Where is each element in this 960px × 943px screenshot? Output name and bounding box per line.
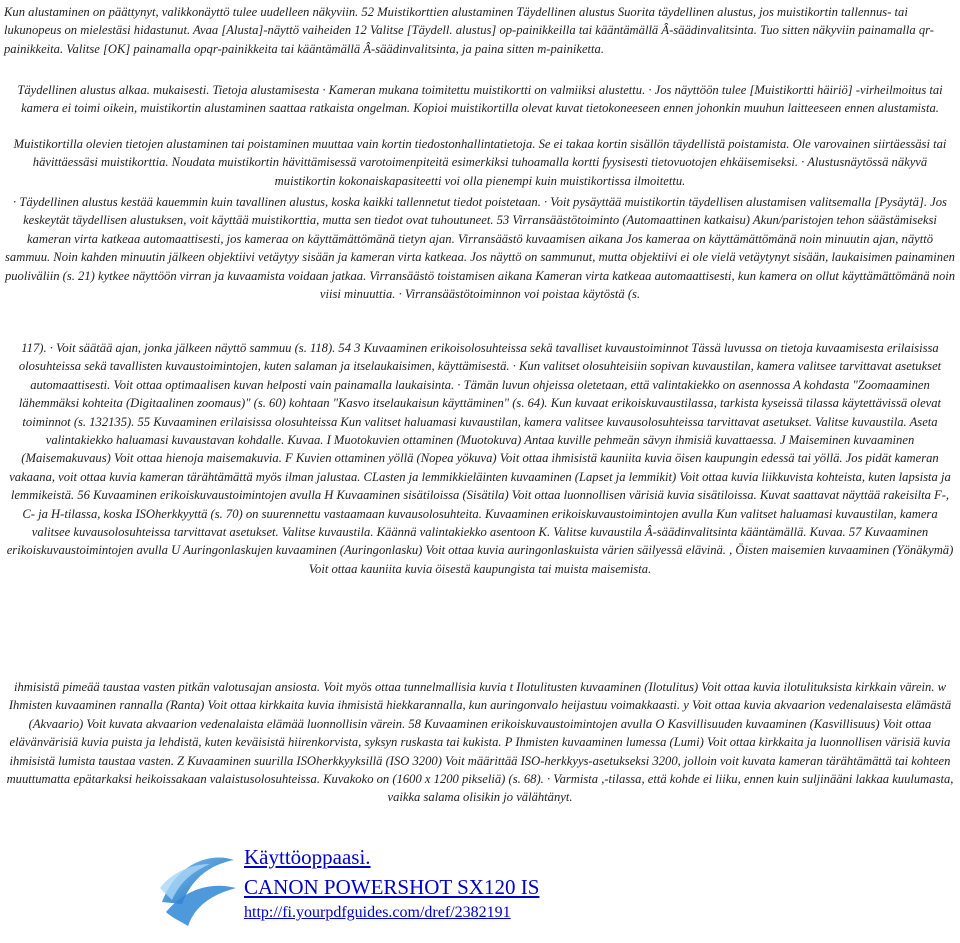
swoosh-logo-icon bbox=[152, 842, 244, 934]
paragraph-format-info: Täydellinen alustus alkaa. mukaisesti. Tietoja alustamisesta · Kameran mukana toimitettu muistikortti on valmiiksi alustettu. · Jos näyttöön tulee [Muistikortti häiriö] -virheilmoitus tai kamera ei toimi oikein, muistikortin alustaminen saattaa ratkaista ongelman. Kopioi muistikortilla olevat kuvat tietokoneeseen ennen johonkin muuhun laitteeseen ennen alustamista. bbox=[17, 83, 943, 116]
paragraph-special-scenes: ihmisistä pimeää taustaa vasten pitkän valotusajan ansiosta. Voit myös ottaa tunnelmallisia kuvia t Ilotulitusten kuvaaminen (Ilotulitus) Voit ottaa kuvia ilotulituksista kirkkain värein. w Ihmisten kuvaaminen rannalla (Ranta) Voit ottaa kirkkaita kuvia ihmisistä hiekkarannalla, kun auringonvalo heijastuu voimakkaasti. y Voit ottaa kuvia akvaarion vedenalaisesta elämästä (Akvaario) Voit kuvata akvaarion vedenalaista elämää luonnollisin värein. 58 Kuvaaminen erikoiskuvaustoimintojen avulla O Kasvillisuuden kuvaaminen (Kasvillisuus) Voit ottaa elävänvärisiä kuvia puista ja lehdistä, kuten keväisistä hiirenkorvista, syksyn ruskasta tai kukista. P Ihmisten kuvaaminen lumessa (Lumi) Voit ottaa kirkkaita ja luonnollisen värisiä kuvia ihmisistä lumista taustaa vasten. Z Kuvaaminen suurilla ISOherkkyyksillä (ISO 3200) Voit määrittää ISO-herkkyys-asetukseksi 3200, jolloin voit kuvata kameran tärähtämättä tai kohteen muuttumatta epätarkaksi heikoissakaan valaistusolosuhteissa. Kuvakoko on (1600 x 1200 pikseliä) (s. 68). · Varmista ,-tilassa, että kohde ei liiku, ennen kuin suljinääni lakkaa kuulumasta, vaikka salama olisikin jo välähtänyt. bbox=[6, 680, 954, 805]
url-link[interactable]: http://fi.yourpdfguides.com/dref/2382191 bbox=[244, 904, 511, 921]
footer-links bbox=[244, 842, 539, 924]
paragraph-shooting-modes: 117). · Voit säätää ajan, jonka jälkeen näyttö sammuu (s. 118). 54 3 Kuvaaminen erikoisolosuhteissa sekä tavalliset kuvaustoiminnot Tässä luvussa on tietoja kuvaamisesta erilaisissa olosuhteissa sekä tavallisten kuvaustoimintojen, kuten salaman ja itselaukaisimen, käyttämisestä. · Kun valitset olosuhteisiin sopivan kuvaustilan, kamera valitsee tarvittavat asetukset automaattisesti. Voit ottaa optimaalisen kuvan helposti vain painamalla laukaisinta. · Tämän luvun ohjeissa oletetaan, että valintakiekko on asennossa A kohdasta "Zoomaaminen lähemmäksi kohteita (Digitaalinen zoomaus)" (s. 60) kohtaan "Kasvo itselaukaisun käyttäminen" (s. 64). Kun kuvaat erikoiskuvaustilassa, tarkista kyseissä tilassa käytettävissä olevat toiminnot (s. 132135). 55 Kuvaaminen erilaisissa olosuhteissa Kun valitset haluamasi kuvaustilan, kamera valitsee kuvausolosuhteissa tarvittavat asetukset. Valitse kuvaustila. Aseta valintakiekko haluamasi kuvaustavan kohdalle. Kuvaa. I Muotokuvien ottaminen (Muotokuva) Antaa kuville pehmeän sävyn ihmisiä kuvattaessa. J Maiseminen kuvaaminen (Maisemakuvaus) Voit ottaa hienoja maisemakuvia. F Kuvien ottaminen yöllä (Nopea yökuva) Voit ottaa ihmisistä kauniita kuvia öisen kaupungin edessä tai yöllä. Jos pidät kameran vakaana, voit ottaa kuvia kameran tärähtämättä myös ilman jalustaa. CLasten ja lemmikkieläinten kuvaaminen (Lapset ja lemmikit) Voit ottaa kuvia liikkuvista kohteista, kuten lapsista ja lemmikeistä. 56 Kuvaaminen erikoiskuvaustoimintojen avulla H Kuvaaminen sisätiloissa (Sisätila) Voit ottaa luonnollisen värisiä kuvia sisätiloissa. Kuvat saattavat näyttää rakeisilta F-, C- ja H-tilassa, koska ISOherkkyyttä (s. 70) on suurennettu vastaamaan kuvausolosuhteita. Kuvaaminen erikoiskuvaustoimintojen avulla Kun valitset haluamasi kuvaustilan, kamera valitsee kuvausolosuhteissa tarvittavat asetukset. Valitse kuvaustila. Käännä valintakiekko asentoon K. Valitse kuvaustila Â-säädinvalitsinta kääntämällä. Kuvaa. 57 Kuvaaminen erikoiskuvaustoimintojen avulla U Auringonlaskujen kuvaaminen (Auringonlasku) Voit ottaa kuvia auringonlaskuista värien säilyessä elävinä. , Öisten maisemien kuvaaminen (Yönäkymä) Voit ottaa kauniita kuvia öisestä kaupungista tai muista maisemista. bbox=[6, 341, 954, 576]
footer bbox=[152, 842, 539, 934]
paragraph-power-saving: · Täydellinen alustus kestää kauemmin kuin tavallinen alustus, koska kaikki tallennetut tiedot poistetaan. · Voit pysäyttää muistikortin täydellisen alustamisen valitsemalla [Pysäytä]. Jos keskeytät täydellisen alustuksen, voit käyttää muistikorttia, mutta sen tiedot ovat tuhoutuneet. 53 Virransäästötoiminto (Automaattinen katkaisu) Akun/paristojen tehon säästämiseksi kameran virta katkeaa automaattisesti, jos kameraa on käyttämättömänä tietyn ajan. Virransäästö kuvaamisen aikana Jos kameraa on käyttämättömänä noin minuutin ajan, näyttö sammuu. Noin kahden minuutin jälkeen objektiivi vetäytyy sisään ja kameran virta katkeaa. Jos näyttö on sammunut, mutta objektiivi ei ole vielä vetäytynyt sisään, laukaisimen painaminen puoliväliin (s. 21) kytkee näyttöön virran ja kuvaamista voidaan jatkaa. Virransäästö toistamisen aikana Kameran virta katkeaa automaattisesti, kun kamera on ollut käyttämättömänä noin viisi minuuttia. · Virransäästötoiminnon voi poistaa käytöstä (s. bbox=[4, 195, 956, 302]
manual-link[interactable]: Käyttöoppaasi. bbox=[244, 845, 371, 869]
paragraph-formatting: Kun alustaminen on päättynyt, valikkonäyttö tulee uudelleen näkyviin. 52 Muistikorttien alustaminen Täydellinen alustus Suorita täydellinen alustus, jos muistikortin tallennus- tai lukunopeus on mielestäsi hidastunut. Avaa [Alusta]-näyttö vaiheiden 12 Valitse [Täydell. alustus] op-painikkeilla tai kääntämällä Â-säädinvalitsinta. Tuo sitten näkyviin painamalla qr-painikkeita. Valitse [OK] painamalla opqr-painikkeita tai kääntämällä Â-säädinvalitsinta, ja paina sitten m-painiketta. bbox=[4, 5, 934, 56]
product-link[interactable]: CANON POWERSHOT SX120 IS bbox=[244, 875, 540, 899]
paragraph-card-data: Muistikortilla olevien tietojen alustaminen tai poistaminen muuttaa vain kortin tiedostonhallintatietoja. Se ei takaa kortin sisällön täydellistä poistamista. Ole varovainen siirtäessäsi tai hävittäessäsi muistikorttia. Noudata muistikortin hävittämisessä varotoimenpiteitä esimerkiksi tuhoamalla kortti fyysisesti tietovuotojen ehkäisemiseksi. · Alustusnäytössä näkyvä muistikortin kokonaiskapasiteetti voi olla pienempi kuin muistikortissa ilmoitettu. bbox=[13, 137, 947, 188]
